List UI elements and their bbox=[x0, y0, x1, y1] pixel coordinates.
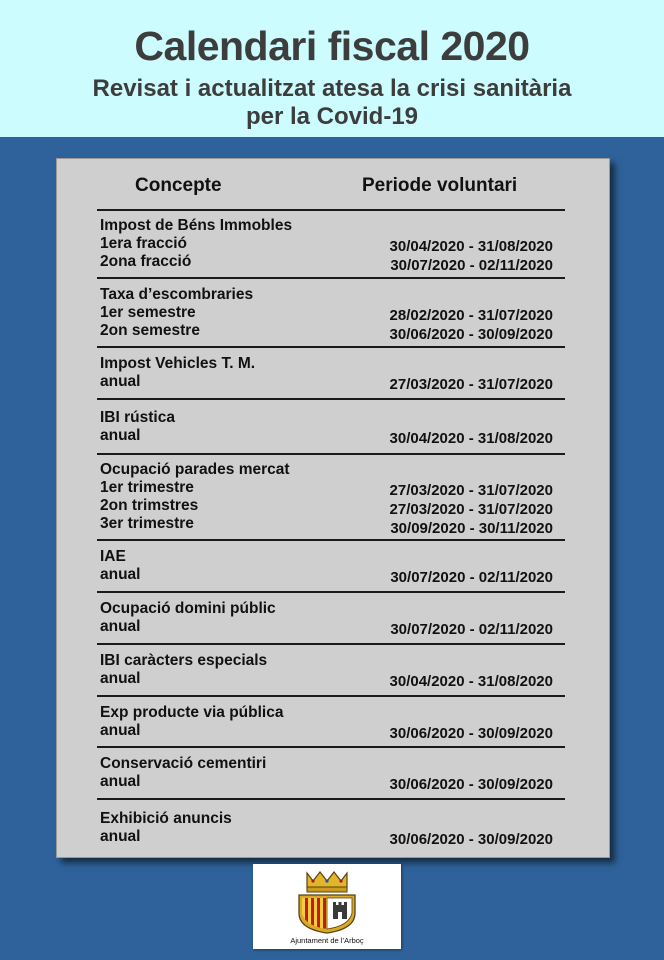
concept-detail: 1er trimestre bbox=[100, 479, 194, 496]
concept-detail: 1er semestre bbox=[100, 303, 196, 321]
table-row bbox=[97, 453, 565, 539]
coat-of-arms-icon bbox=[293, 869, 361, 935]
concept-cell bbox=[100, 286, 253, 340]
table-row bbox=[97, 398, 565, 453]
concept-name: Impost Vehicles T. M. bbox=[100, 355, 256, 372]
period-cell bbox=[390, 429, 553, 448]
concept-detail: anual bbox=[100, 827, 141, 845]
period-cell bbox=[390, 830, 553, 849]
table-row bbox=[97, 591, 565, 643]
page-title: Calendari fiscal 2020 bbox=[134, 23, 530, 69]
period-range: 30/04/2020 - 31/08/2020 bbox=[389, 673, 553, 690]
period-range: 30/04/2020 - 31/08/2020 bbox=[389, 429, 553, 447]
concept-detail: 1era fracció bbox=[100, 235, 188, 252]
table-row bbox=[97, 209, 565, 277]
period-range: 30/09/2020 - 30/11/2020 bbox=[390, 520, 553, 537]
period-cell bbox=[390, 375, 553, 394]
concept-cell bbox=[100, 217, 292, 271]
period-range: 30/04/2020 - 31/08/2020 bbox=[389, 238, 553, 255]
concept-name: Ocupació domini públic bbox=[100, 600, 276, 617]
concept-detail: anual bbox=[100, 773, 141, 790]
concept-name: Exhibició anuncis bbox=[100, 809, 232, 827]
concept-detail: 3er trimestre bbox=[100, 515, 194, 532]
subtitle-line-2: per la Covid-19 bbox=[245, 103, 419, 130]
period-range: 30/06/2020 - 30/09/2020 bbox=[389, 830, 553, 848]
concept-detail: anual bbox=[100, 373, 141, 390]
concept-name: Taxa d’escombraries bbox=[100, 285, 254, 303]
table-row bbox=[97, 346, 565, 398]
concept-detail: anual bbox=[100, 426, 141, 444]
period-cell bbox=[390, 568, 553, 587]
concept-name: IBI caràcters especials bbox=[100, 652, 268, 669]
period-range: 27/03/2020 - 31/07/2020 bbox=[389, 482, 553, 499]
period-range: 30/06/2020 - 30/09/2020 bbox=[389, 325, 553, 343]
table-row bbox=[97, 798, 565, 855]
concept-cell bbox=[100, 461, 290, 533]
table-row bbox=[97, 695, 565, 746]
period-range: 27/03/2020 - 31/07/2020 bbox=[389, 501, 553, 518]
concept-cell bbox=[100, 652, 267, 688]
table-row bbox=[97, 277, 565, 346]
period-range: 30/07/2020 - 02/11/2020 bbox=[390, 569, 553, 586]
concept-detail: anual bbox=[100, 721, 141, 739]
concept-name: Exp producte via pública bbox=[100, 703, 284, 721]
concept-cell bbox=[100, 600, 276, 636]
concept-cell bbox=[100, 409, 175, 445]
concept-cell bbox=[100, 355, 255, 391]
table-row bbox=[97, 643, 565, 695]
concept-detail: anual bbox=[100, 566, 141, 583]
period-cell bbox=[390, 775, 553, 794]
concept-cell bbox=[100, 810, 232, 846]
period-cell bbox=[390, 481, 553, 538]
page-subtitle bbox=[0, 75, 664, 131]
period-cell bbox=[390, 306, 553, 344]
period-cell bbox=[390, 724, 553, 743]
period-cell bbox=[390, 672, 553, 691]
concept-name: Conservació cementiri bbox=[100, 755, 267, 772]
concept-detail: 2on trimstres bbox=[100, 497, 199, 514]
concept-name: IBI rústica bbox=[100, 408, 175, 426]
concept-cell bbox=[100, 548, 140, 584]
municipality-logo bbox=[253, 864, 401, 949]
concept-cell bbox=[100, 755, 266, 791]
period-range: 30/07/2020 - 02/11/2020 bbox=[390, 621, 553, 638]
table-row bbox=[97, 746, 565, 798]
fiscal-calendar-table bbox=[56, 158, 610, 858]
period-range: 30/07/2020 - 02/11/2020 bbox=[390, 257, 553, 274]
table-row bbox=[97, 539, 565, 591]
concept-name: IAE bbox=[100, 548, 126, 565]
header-banner bbox=[0, 0, 664, 137]
column-header-period: Periode voluntari bbox=[362, 175, 518, 196]
concept-detail: 2ona fracció bbox=[100, 253, 192, 270]
period-cell bbox=[390, 620, 553, 639]
concept-detail: 2on semestre bbox=[100, 321, 200, 339]
concept-name: Impost de Béns Immobles bbox=[100, 217, 293, 234]
column-header-concept: Concepte bbox=[135, 175, 222, 196]
period-range: 30/06/2020 - 30/09/2020 bbox=[389, 776, 553, 793]
concept-detail: anual bbox=[100, 670, 141, 687]
subtitle-line-1: Revisat i actualitzat atesa la crisi sanitària bbox=[92, 75, 572, 102]
table-body bbox=[97, 209, 565, 855]
period-range: 30/06/2020 - 30/09/2020 bbox=[389, 724, 553, 742]
period-range: 27/03/2020 - 31/07/2020 bbox=[389, 376, 553, 393]
period-range: 28/02/2020 - 31/07/2020 bbox=[389, 306, 553, 324]
concept-name: Ocupació parades mercat bbox=[100, 461, 290, 478]
concept-cell bbox=[100, 704, 283, 740]
logo-caption: Ajuntament de l’Arboç bbox=[290, 936, 364, 945]
concept-detail: anual bbox=[100, 618, 141, 635]
period-cell bbox=[390, 237, 553, 275]
